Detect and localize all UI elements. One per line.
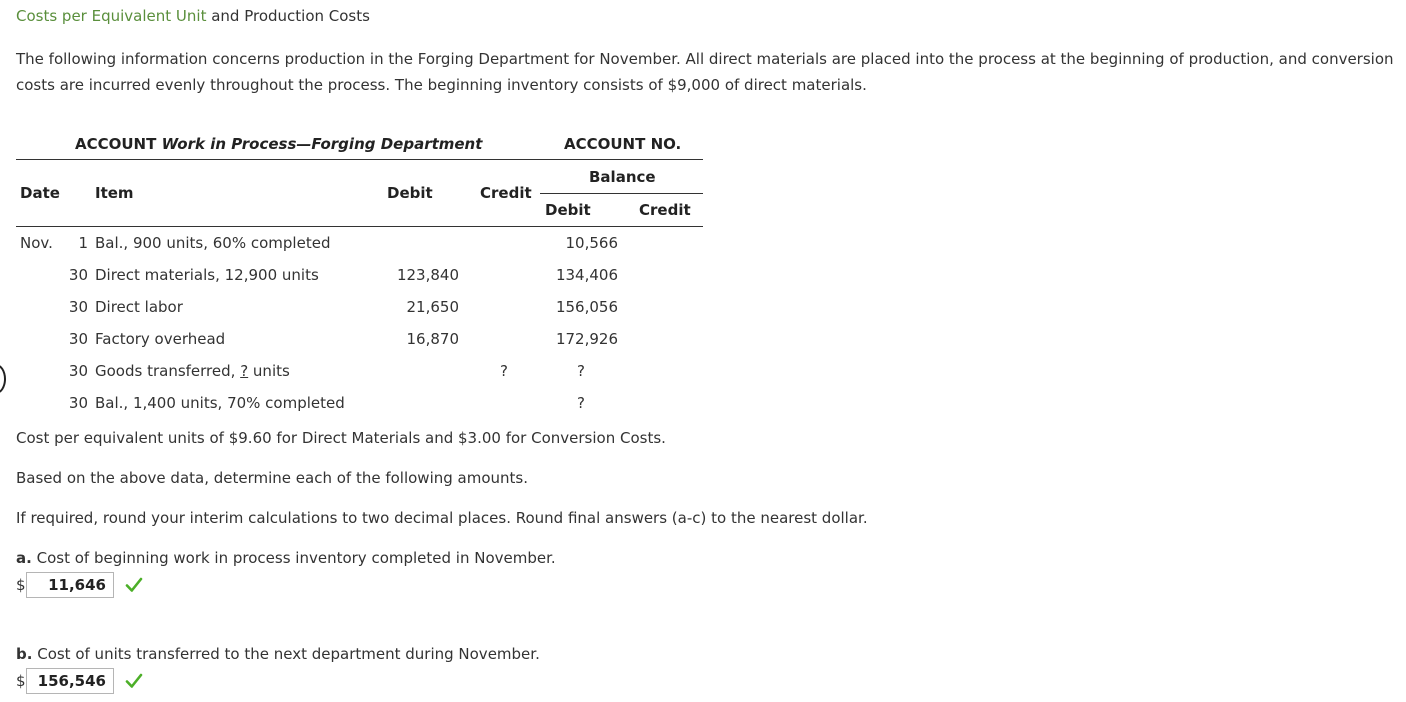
intro-paragraph: The following information concerns production in the Forging Department for November. All direct materials are placed into the process at the beginning of production, and conversion costs are incurred evenly throughout the process. The beginning inventory consists of $9,000 of direct materials. [16, 50, 1394, 94]
question-b-currency: $ [16, 672, 26, 690]
row-day: 30 [68, 330, 88, 348]
row-month: Nov. [20, 234, 53, 252]
account-no-label: ACCOUNT NO. [564, 135, 682, 153]
col-header-item: Item [95, 184, 134, 202]
row-balance-debit: 156,056 [555, 298, 618, 316]
question-a-prompt [16, 549, 556, 567]
row-balance-debit: ? [577, 394, 585, 412]
row-credit: ? [500, 362, 508, 380]
row-balance-debit: 172,926 [555, 330, 618, 348]
check-icon [125, 672, 143, 690]
row-item [95, 362, 290, 380]
row-day: 30 [68, 362, 88, 380]
row-day: 30 [68, 394, 88, 412]
instruction-determine: Based on the above data, determine each of the following amounts. [16, 469, 528, 487]
title-rest: and Production Costs [206, 7, 370, 25]
scroll-marker-arc [0, 364, 6, 394]
col-header-balance-debit: Debit [545, 201, 591, 219]
row-debit: 123,840 [396, 266, 459, 284]
row-item-unknown: ? [240, 362, 249, 380]
question-a-answer-input[interactable]: 11,646 [26, 572, 114, 598]
row-day: 30 [68, 298, 88, 316]
account-prefix: ACCOUNT [75, 135, 157, 153]
row-item-prefix: Goods transferred, [95, 362, 241, 380]
account-name: Work in Process—Forging Department [161, 135, 483, 153]
page-title [16, 7, 370, 25]
row-item: Direct labor [95, 298, 183, 316]
question-a-currency: $ [16, 576, 26, 594]
check-icon [125, 576, 143, 594]
col-header-credit: Credit [480, 184, 532, 202]
row-item: Bal., 1,400 units, 70% completed [95, 394, 345, 412]
ledger-top-rule [16, 159, 703, 160]
cost-per-eu-text: Cost per equivalent units of $9.60 for Direct Materials and $3.00 for Conversion Costs. [16, 429, 666, 447]
col-header-debit: Debit [387, 184, 433, 202]
account-title [75, 135, 482, 153]
question-b-letter: b. [16, 645, 33, 663]
col-header-date: Date [20, 184, 60, 202]
row-balance-debit: ? [577, 362, 585, 380]
question-a-letter: a. [16, 549, 32, 567]
question-b-answer-input[interactable]: 156,546 [26, 668, 114, 694]
row-day: 30 [68, 266, 88, 284]
header-bottom-rule [16, 226, 703, 227]
question-a-text: Cost of beginning work in process inventory completed in November. [36, 549, 556, 567]
row-balance-debit: 10,566 [565, 234, 618, 252]
instruction-rounding: If required, round your interim calculations to two decimal places. Round final answers (a-c) to the nearest dollar. [16, 509, 868, 527]
question-b-text: Cost of units transferred to the next department during November. [37, 645, 540, 663]
row-item: Bal., 900 units, 60% completed [95, 234, 331, 252]
row-day: 1 [78, 234, 88, 252]
col-header-balance: Balance [589, 168, 656, 186]
question-b-prompt [16, 645, 540, 663]
row-item: Direct materials, 12,900 units [95, 266, 319, 284]
row-debit: 21,650 [406, 298, 459, 316]
row-item: Factory overhead [95, 330, 226, 348]
col-header-balance-credit: Credit [639, 201, 691, 219]
title-link[interactable]: Costs per Equivalent Unit [16, 7, 207, 25]
row-item-suffix: units [248, 362, 290, 380]
row-debit: 16,870 [406, 330, 459, 348]
balance-rule [540, 193, 703, 194]
row-balance-debit: 134,406 [555, 266, 618, 284]
